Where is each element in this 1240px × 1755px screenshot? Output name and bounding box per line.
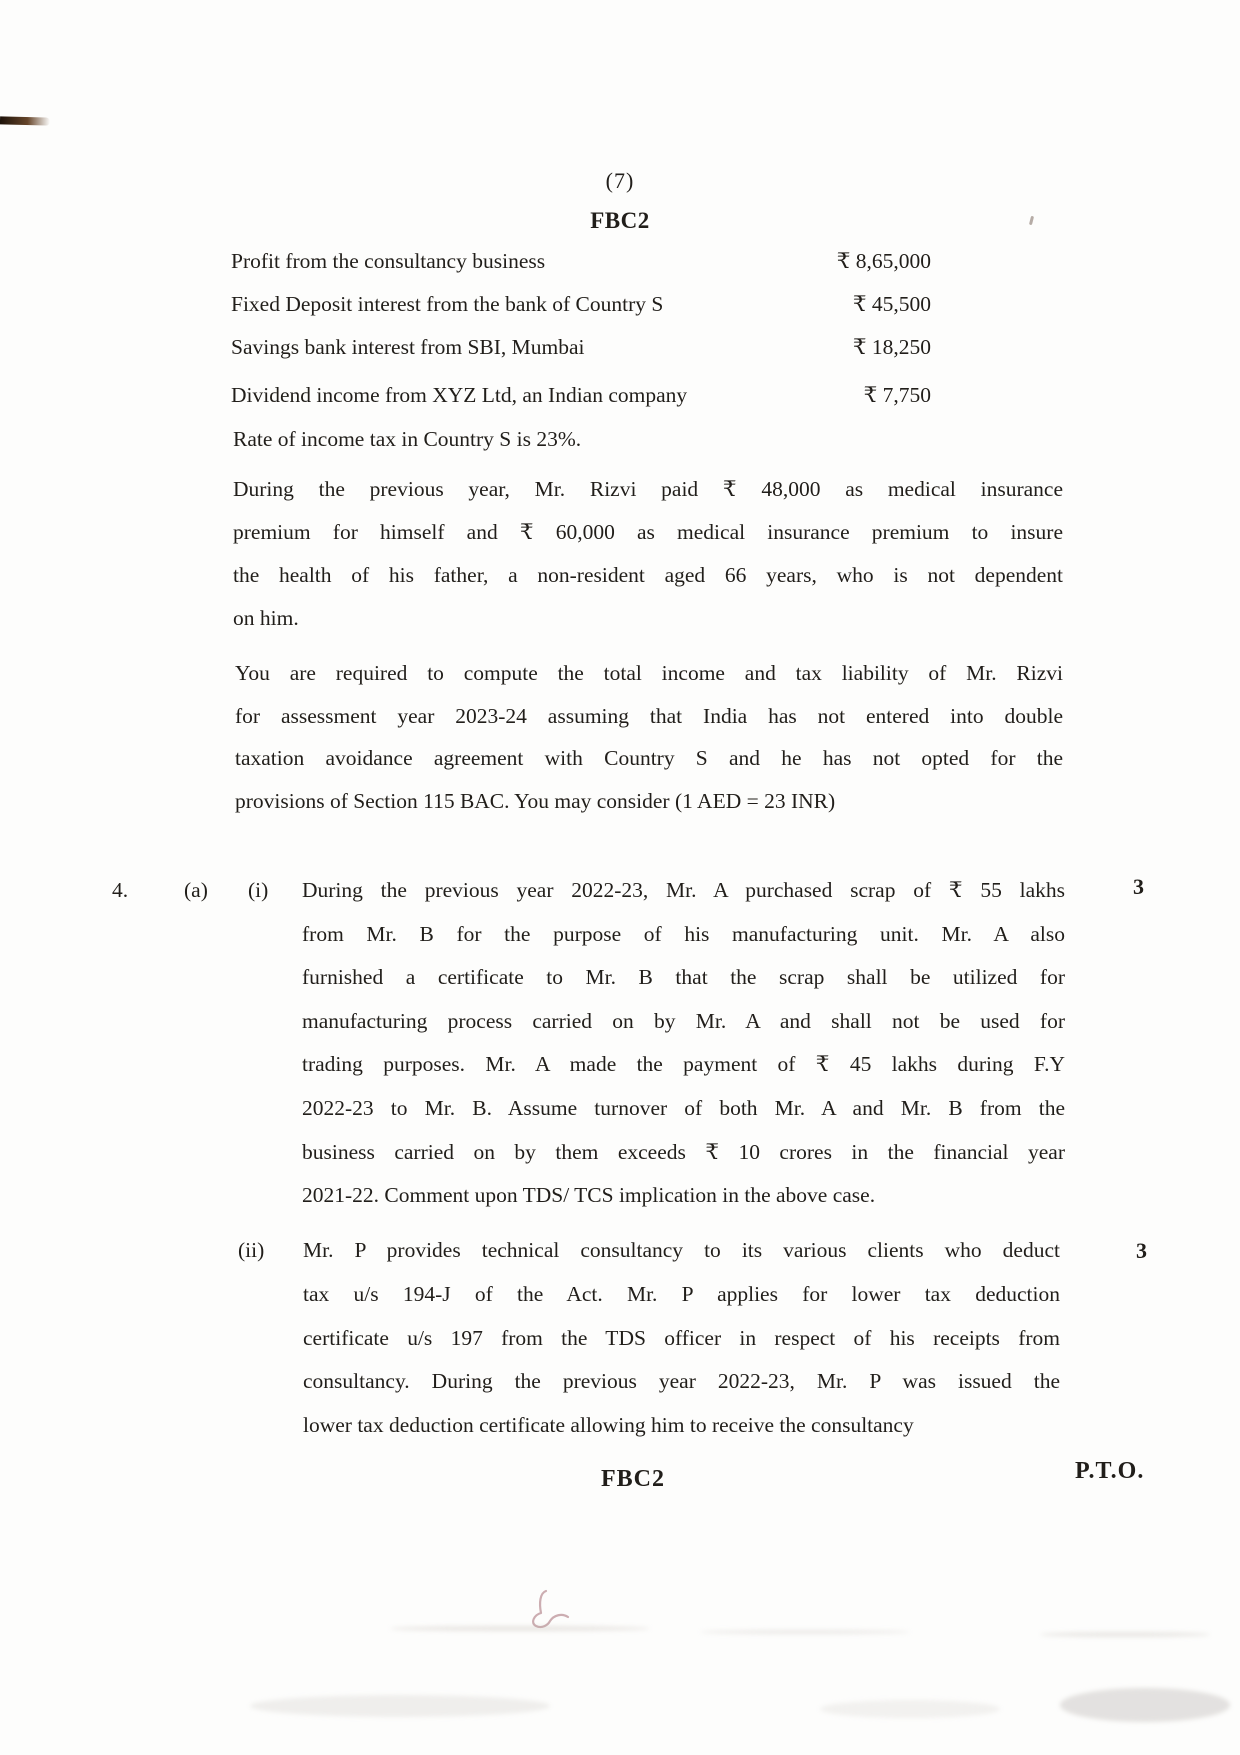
requirement-paragraph <box>235 652 1063 822</box>
question-part-label: (a) <box>184 878 208 902</box>
marks-badge-subpart-ii: 3 <box>1136 1238 1147 1263</box>
paragraph-line: business carried on by them exceeds ₹ 10 crores in the financial year <box>302 1139 1065 1164</box>
question-subpart-i-label: (i) <box>248 878 269 902</box>
paragraph-line: consultancy. During the previous year 2022-23, Mr. P was issued the <box>303 1369 1060 1394</box>
income-table-row <box>231 249 931 274</box>
medical-insurance-paragraph <box>233 468 1063 640</box>
page-number: (7) <box>605 168 635 193</box>
income-label: Savings bank interest from SBI, Mumbai <box>231 335 585 359</box>
paragraph-line: You are required to compute the total income and tax liability of Mr. Rizvi <box>235 661 1063 685</box>
tax-rate-note: Rate of income tax in Country S is 23%. <box>233 427 582 451</box>
paragraph-line: manufacturing process carried on by Mr. A and shall not be used for <box>302 1008 1065 1033</box>
paragraph-line: tax u/s 194-J of the Act. Mr. P applies for lower tax deduction <box>303 1281 1060 1306</box>
question-subpart-ii-text <box>303 1229 1060 1448</box>
income-amount: ₹ 8,65,000 <box>836 249 931 273</box>
paragraph-line: premium for himself and ₹ 60,000 as medical insurance premium to insure <box>233 520 1063 544</box>
paragraph-line: the health of his father, a non-resident aged 66 years, who is not dependent <box>233 563 1063 587</box>
income-label: Fixed Deposit interest from the bank of Country S <box>231 292 664 316</box>
income-table-row <box>231 383 931 408</box>
scan-smudge <box>390 1626 650 1631</box>
paragraph-line: Mr. P provides technical consultancy to its various clients who deduct <box>303 1238 1060 1262</box>
scan-smudge <box>250 1695 550 1717</box>
paragraph-line: certificate u/s 197 from the TDS officer in respect of his receipts from <box>303 1325 1060 1350</box>
scan-smudge <box>1040 1632 1210 1637</box>
paragraph-line: trading purposes. Mr. A made the payment of ₹ 45 lakhs during F.Y <box>302 1052 1065 1077</box>
pto-label: P.T.O. <box>1075 1458 1145 1484</box>
income-label: Dividend income from XYZ Ltd, an Indian company <box>231 383 688 407</box>
page-header-code: FBC2 <box>590 208 650 233</box>
scan-smudge <box>820 1700 1000 1718</box>
paragraph-line: for assessment year 2023-24 assuming that India has not entered into double <box>235 703 1063 728</box>
income-table-row <box>231 292 931 317</box>
marks-badge-subpart-i: 3 <box>1133 874 1144 899</box>
paragraph-line: 2022-23 to Mr. B. Assume turnover of both Mr. A and Mr. B from the <box>302 1095 1065 1120</box>
income-amount: ₹ 18,250 <box>852 335 931 359</box>
question-number: 4. <box>112 878 129 902</box>
paragraph-line: furnished a certificate to Mr. B that the scrap shall be utilized for <box>302 965 1065 990</box>
paragraph-line: 2021-22. Comment upon TDS/ TCS implication in the above case. <box>302 1183 876 1208</box>
paragraph-line: During the previous year, Mr. Rizvi paid ₹ 48,000 as medical insurance <box>233 477 1063 501</box>
paragraph-line: taxation avoidance agreement with Country S and he has not opted for the <box>235 746 1063 770</box>
scan-smudge <box>1060 1688 1230 1722</box>
income-amount: ₹ 7,750 <box>863 383 931 407</box>
question-subpart-i-text <box>302 869 1065 1218</box>
question-subpart-ii-label: (ii) <box>238 1238 265 1262</box>
handwritten-squiggle-artifact <box>520 1585 600 1645</box>
page-footer-code: FBC2 <box>601 1466 665 1492</box>
scan-smudge <box>700 1630 910 1634</box>
paragraph-line: lower tax deduction certificate allowing him to receive the consultancy <box>303 1413 914 1438</box>
scan-edge-artifact <box>0 116 50 125</box>
paragraph-line: provisions of Section 115 BAC. You may consider (1 AED = 23 INR) <box>235 788 836 813</box>
income-label: Profit from the consultancy business <box>231 249 546 273</box>
income-table-row <box>231 335 931 360</box>
paragraph-line: During the previous year 2022-23, Mr. A purchased scrap of ₹ 55 lakhs <box>302 878 1065 902</box>
income-amount: ₹ 45,500 <box>852 292 931 316</box>
paragraph-line: on him. <box>233 606 299 630</box>
paragraph-line: from Mr. B for the purpose of his manufacturing unit. Mr. A also <box>302 921 1065 946</box>
